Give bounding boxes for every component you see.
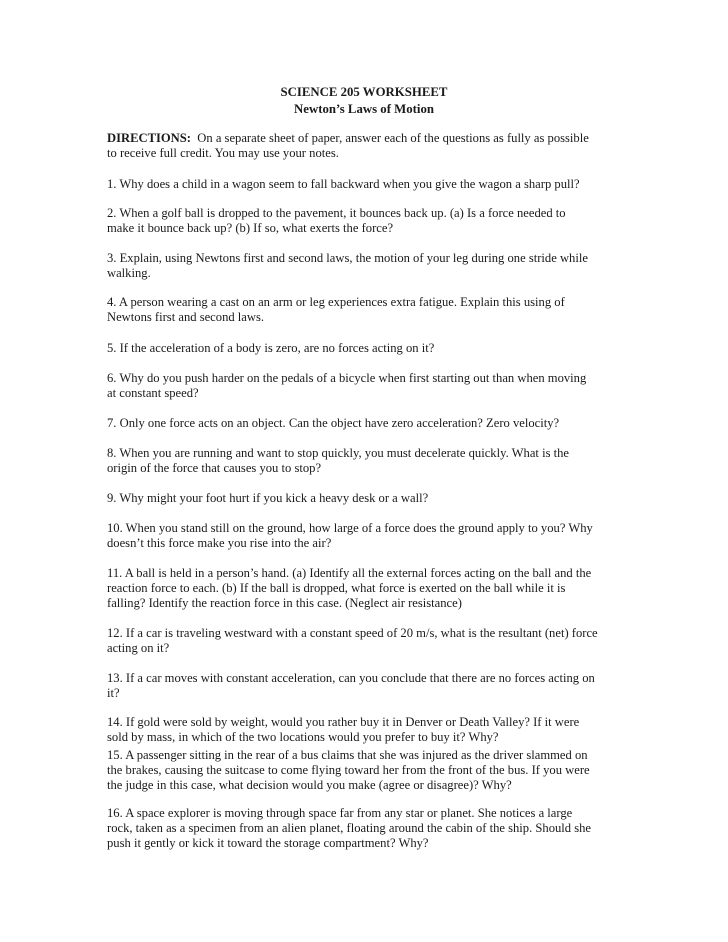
question-3 (107, 251, 627, 281)
question-14 (107, 715, 627, 745)
question-line: 5. If the acceleration of a body is zero, are no forces acting on it? (107, 341, 435, 355)
question-line: 2. When a golf ball is dropped to the pavement, it bounces back up. (a) Is a force needed to (107, 206, 566, 220)
question-line: 10. When you stand still on the ground, how large of a force does the ground apply to you? Why (107, 521, 593, 535)
question-15 (107, 748, 627, 793)
question-line: push it gently or kick it toward the storage compartment? Why? (107, 836, 429, 850)
question-line: make it bounce back up? (b) If so, what exerts the force? (107, 221, 394, 235)
question-8 (107, 446, 627, 476)
directions (107, 131, 627, 161)
question-line: 15. A passenger sitting in the rear of a bus claims that she was injured as the driver slammed on (107, 748, 588, 762)
question-11 (107, 566, 627, 611)
question-2 (107, 206, 627, 236)
question-13 (107, 671, 627, 701)
question-line: rock, taken as a specimen from an alien planet, floating around the cabin of the ship. Should she (107, 821, 592, 835)
question-line: it? (107, 686, 120, 700)
question-line: 4. A person wearing a cast on an arm or leg experiences extra fatigue. Explain this using of (107, 295, 565, 309)
question-9 (107, 491, 627, 506)
question-6 (107, 371, 627, 401)
question-line: 13. If a car moves with constant acceleration, can you conclude that there are no forces acting on (107, 671, 595, 685)
question-line: the judge in this case, what decision would you make (agree or disagree)? Why? (107, 778, 512, 792)
question-line: 3. Explain, using Newtons first and second laws, the motion of your leg during one stride while (107, 251, 588, 265)
question-line: origin of the force that causes you to stop? (107, 461, 322, 475)
question-line: 8. When you are running and want to stop quickly, you must decelerate quickly. What is the (107, 446, 570, 460)
question-line: doesn’t this force make you rise into the air? (107, 536, 332, 550)
question-line: walking. (107, 266, 151, 280)
question-10 (107, 521, 627, 551)
question-line: acting on it? (107, 641, 170, 655)
question-line: 9. Why might your foot hurt if you kick a heavy desk or a wall? (107, 491, 429, 505)
question-line: 7. Only one force acts on an object. Can the object have zero acceleration? Zero velocity? (107, 416, 560, 430)
worksheet-subtitle: Newton’s Laws of Motion (294, 102, 434, 116)
question-line: 6. Why do you push harder on the pedals of a bicycle when first starting out than when moving (107, 371, 587, 385)
question-line: sold by mass, in which of the two locations would you prefer to buy it? Why? (107, 730, 499, 744)
question-line: reaction force to each. (b) If the ball is dropped, what force is exerted on the ball while it is (107, 581, 566, 595)
question-line: at constant speed? (107, 386, 199, 400)
question-7 (107, 416, 627, 431)
question-5 (107, 341, 627, 356)
directions-line: On a separate sheet of paper, answer each of the questions as fully as possible (197, 131, 589, 145)
question-4 (107, 295, 627, 325)
question-12 (107, 626, 627, 656)
question-line: 12. If a car is traveling westward with a constant speed of 20 m/s, what is the resultant (net) force (107, 626, 598, 640)
question-line: the brakes, causing the suitcase to come flying toward her from the front of the bus. If you were (107, 763, 590, 777)
worksheet-title: SCIENCE 205 WORKSHEET (280, 85, 448, 99)
question-line: falling? Identify the reaction force in this case. (Neglect air resistance) (107, 596, 462, 610)
question-16 (107, 806, 627, 851)
question-line: Newtons first and second laws. (107, 310, 265, 324)
directions-line: to receive full credit. You may use your notes. (107, 146, 339, 160)
question-line: 1. Why does a child in a wagon seem to fall backward when you give the wagon a sharp pull? (107, 177, 580, 191)
question-line: 11. A ball is held in a person’s hand. (a) Identify all the external forces acting on the ball and the (107, 566, 592, 580)
question-line: 16. A space explorer is moving through space far from any star or planet. She notices a large (107, 806, 573, 820)
question-1 (107, 177, 627, 192)
directions-label: DIRECTIONS: (107, 131, 191, 145)
question-line: 14. If gold were sold by weight, would you rather buy it in Denver or Death Valley? If it were (107, 715, 580, 729)
